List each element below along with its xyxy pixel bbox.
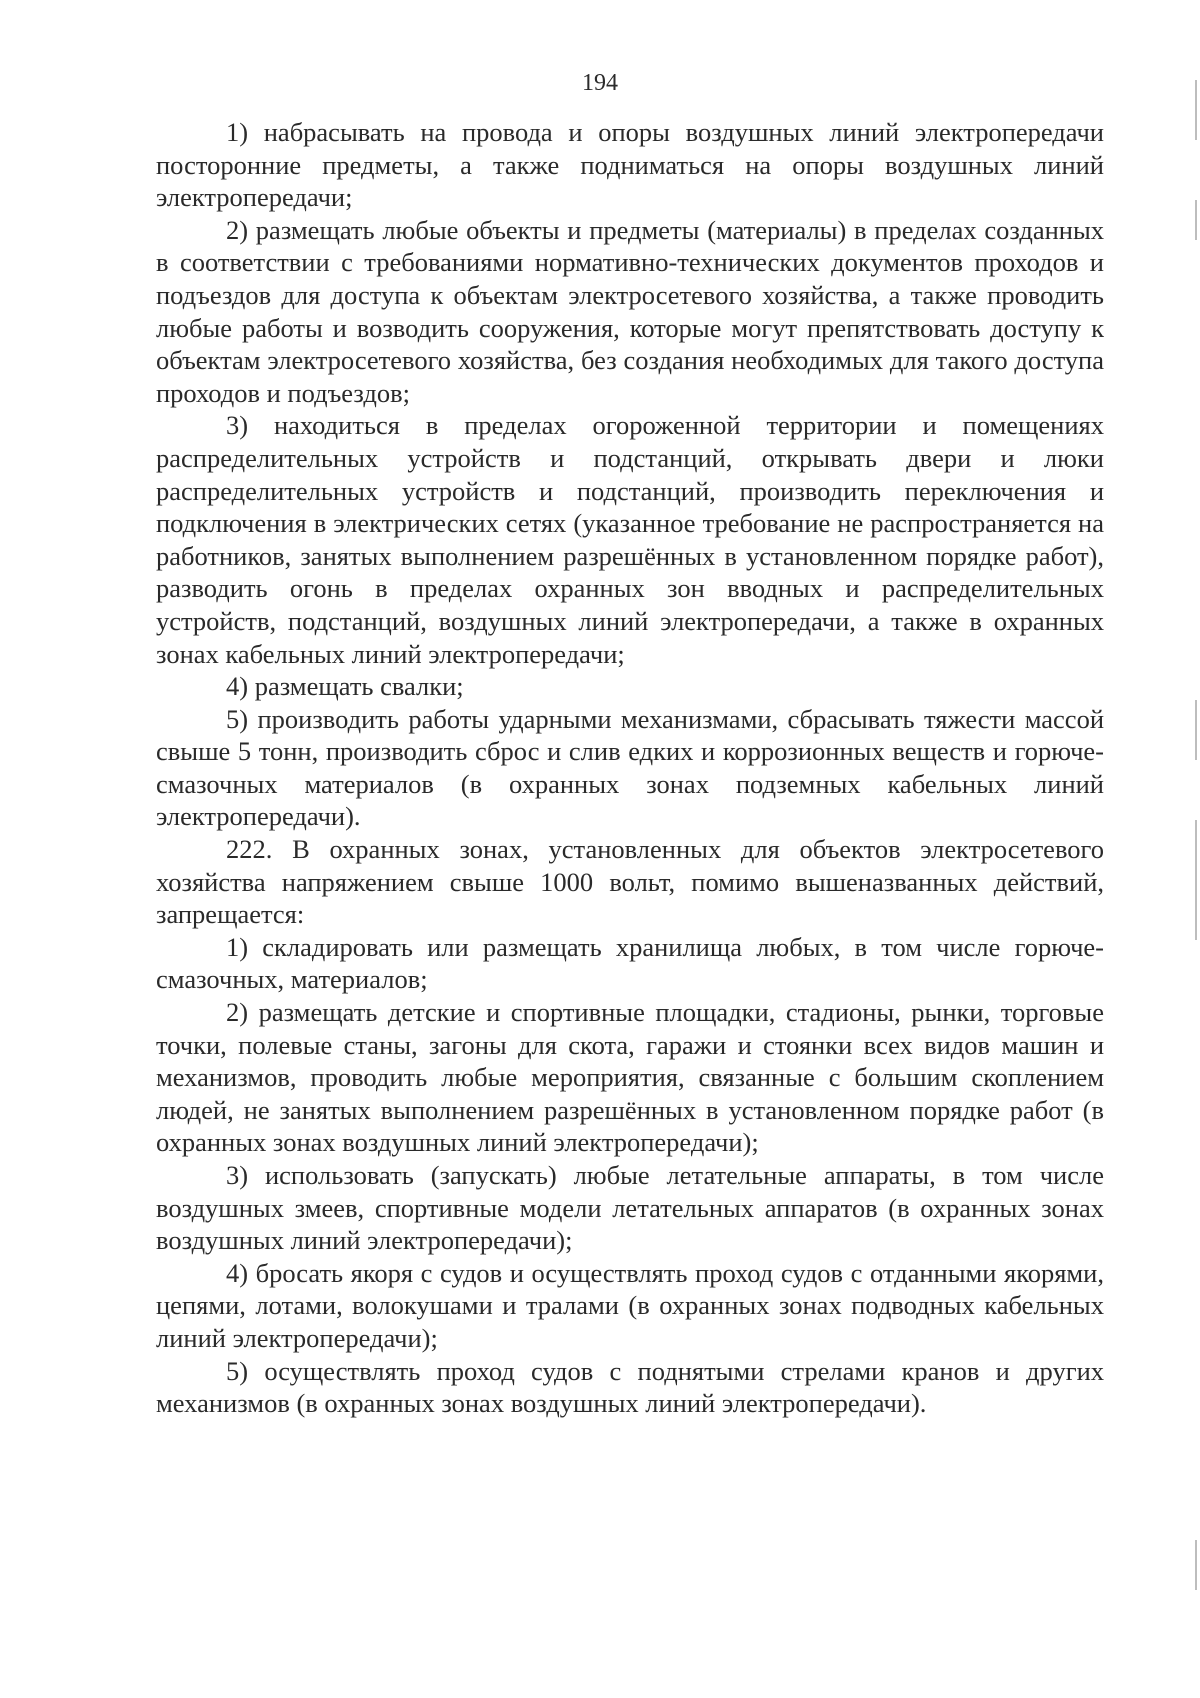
paragraph-section-222: 222. В охранных зонах, установленных для объектов электросетевого хозяйства напряжением свыше 1000 вольт, помимо вышеназванных действий, запрещается: bbox=[156, 834, 1104, 930]
paragraph-item-3-aircraft: 3) использовать (запускать) любые летательные аппараты, в том числе воздушных змеев, спортивные модели летательных аппаратов (в охранных зонах воздушных линий электропередачи); bbox=[156, 1160, 1104, 1256]
scan-edge-mark bbox=[1195, 200, 1197, 240]
paragraph-item-2-placing-objects: 2) размещать любые объекты и предметы (материалы) в пределах созданных в соответствии с требованиями нормативно-технических документов проходов и подъездов для доступа к объектам электросетевого хозяйства, а также проводить любые работы и возводить сооружения, которые могут препятствовать доступу к объектам электросетевого хозяйства, без создания необходимых для такого доступа проходов и подъездов; bbox=[156, 214, 1104, 408]
document-body bbox=[156, 116, 1104, 1420]
paragraph-item-4-anchors: 4) бросать якоря с судов и осуществлять проход судов с отданными якорями, цепями, лотами, волокушами и тралами (в охранных зонах подводных кабельных линий электропередачи); bbox=[156, 1257, 1104, 1353]
paragraph-item-4-dumps: 4) размещать свалки; bbox=[226, 671, 464, 702]
paragraph-item-1-storage: 1) складировать или размещать хранилища любых, в том числе горюче-смазочных, материалов; bbox=[156, 931, 1104, 995]
scan-edge-mark bbox=[1195, 700, 1197, 760]
paragraph-item-5-impact-works: 5) производить работы ударными механизмами, сбрасывать тяжести массой свыше 5 тонн, производить сброс и слив едких и коррозионных веществ и горюче-смазочных материалов (в охранных зонах подземных кабельных линий электропередачи). bbox=[156, 703, 1104, 832]
paragraph-item-1-throwing-objects: 1) набрасывать на провода и опоры воздушных линий электропередачи посторонние предметы, а также подниматься на опоры воздушных линий электропередачи; bbox=[156, 117, 1104, 213]
paragraph-item-3-substations: 3) находиться в пределах огороженной территории и помещениях распределительных устройств и подстанций, открывать двери и люки распределительных устройств и подстанций, производить переключения и подключения в электрических сетях (указанное требование не распространяется на работников, занятых выполнением разрешённых в установленном порядке работ), разводить огонь в пределах охранных зон вводных и распределительных устройств, подстанций, воздушных линий электропередачи, а также в охранных зонах кабельных линий электропередачи; bbox=[156, 410, 1104, 669]
scan-edge-mark bbox=[1195, 1540, 1197, 1590]
scan-edge-mark bbox=[1195, 820, 1197, 940]
page-number: 194 bbox=[582, 70, 618, 96]
paragraph-item-5-cranes: 5) осуществлять проход судов с поднятыми стрелами кранов и других механизмов (в охранных зонах воздушных линий электропередачи). bbox=[156, 1355, 1104, 1419]
scan-edge-mark bbox=[1195, 80, 1197, 140]
paragraph-item-2-playgrounds: 2) размещать детские и спортивные площадки, стадионы, рынки, торговые точки, полевые станы, загоны для скота, гаражи и стоянки всех видов машин и механизмов, проводить любые мероприятия, связанные с большим скоплением людей, не занятых выполнением разрешённых в установленном порядке работ (в охранных зонах воздушных линий электропередачи); bbox=[156, 997, 1104, 1158]
